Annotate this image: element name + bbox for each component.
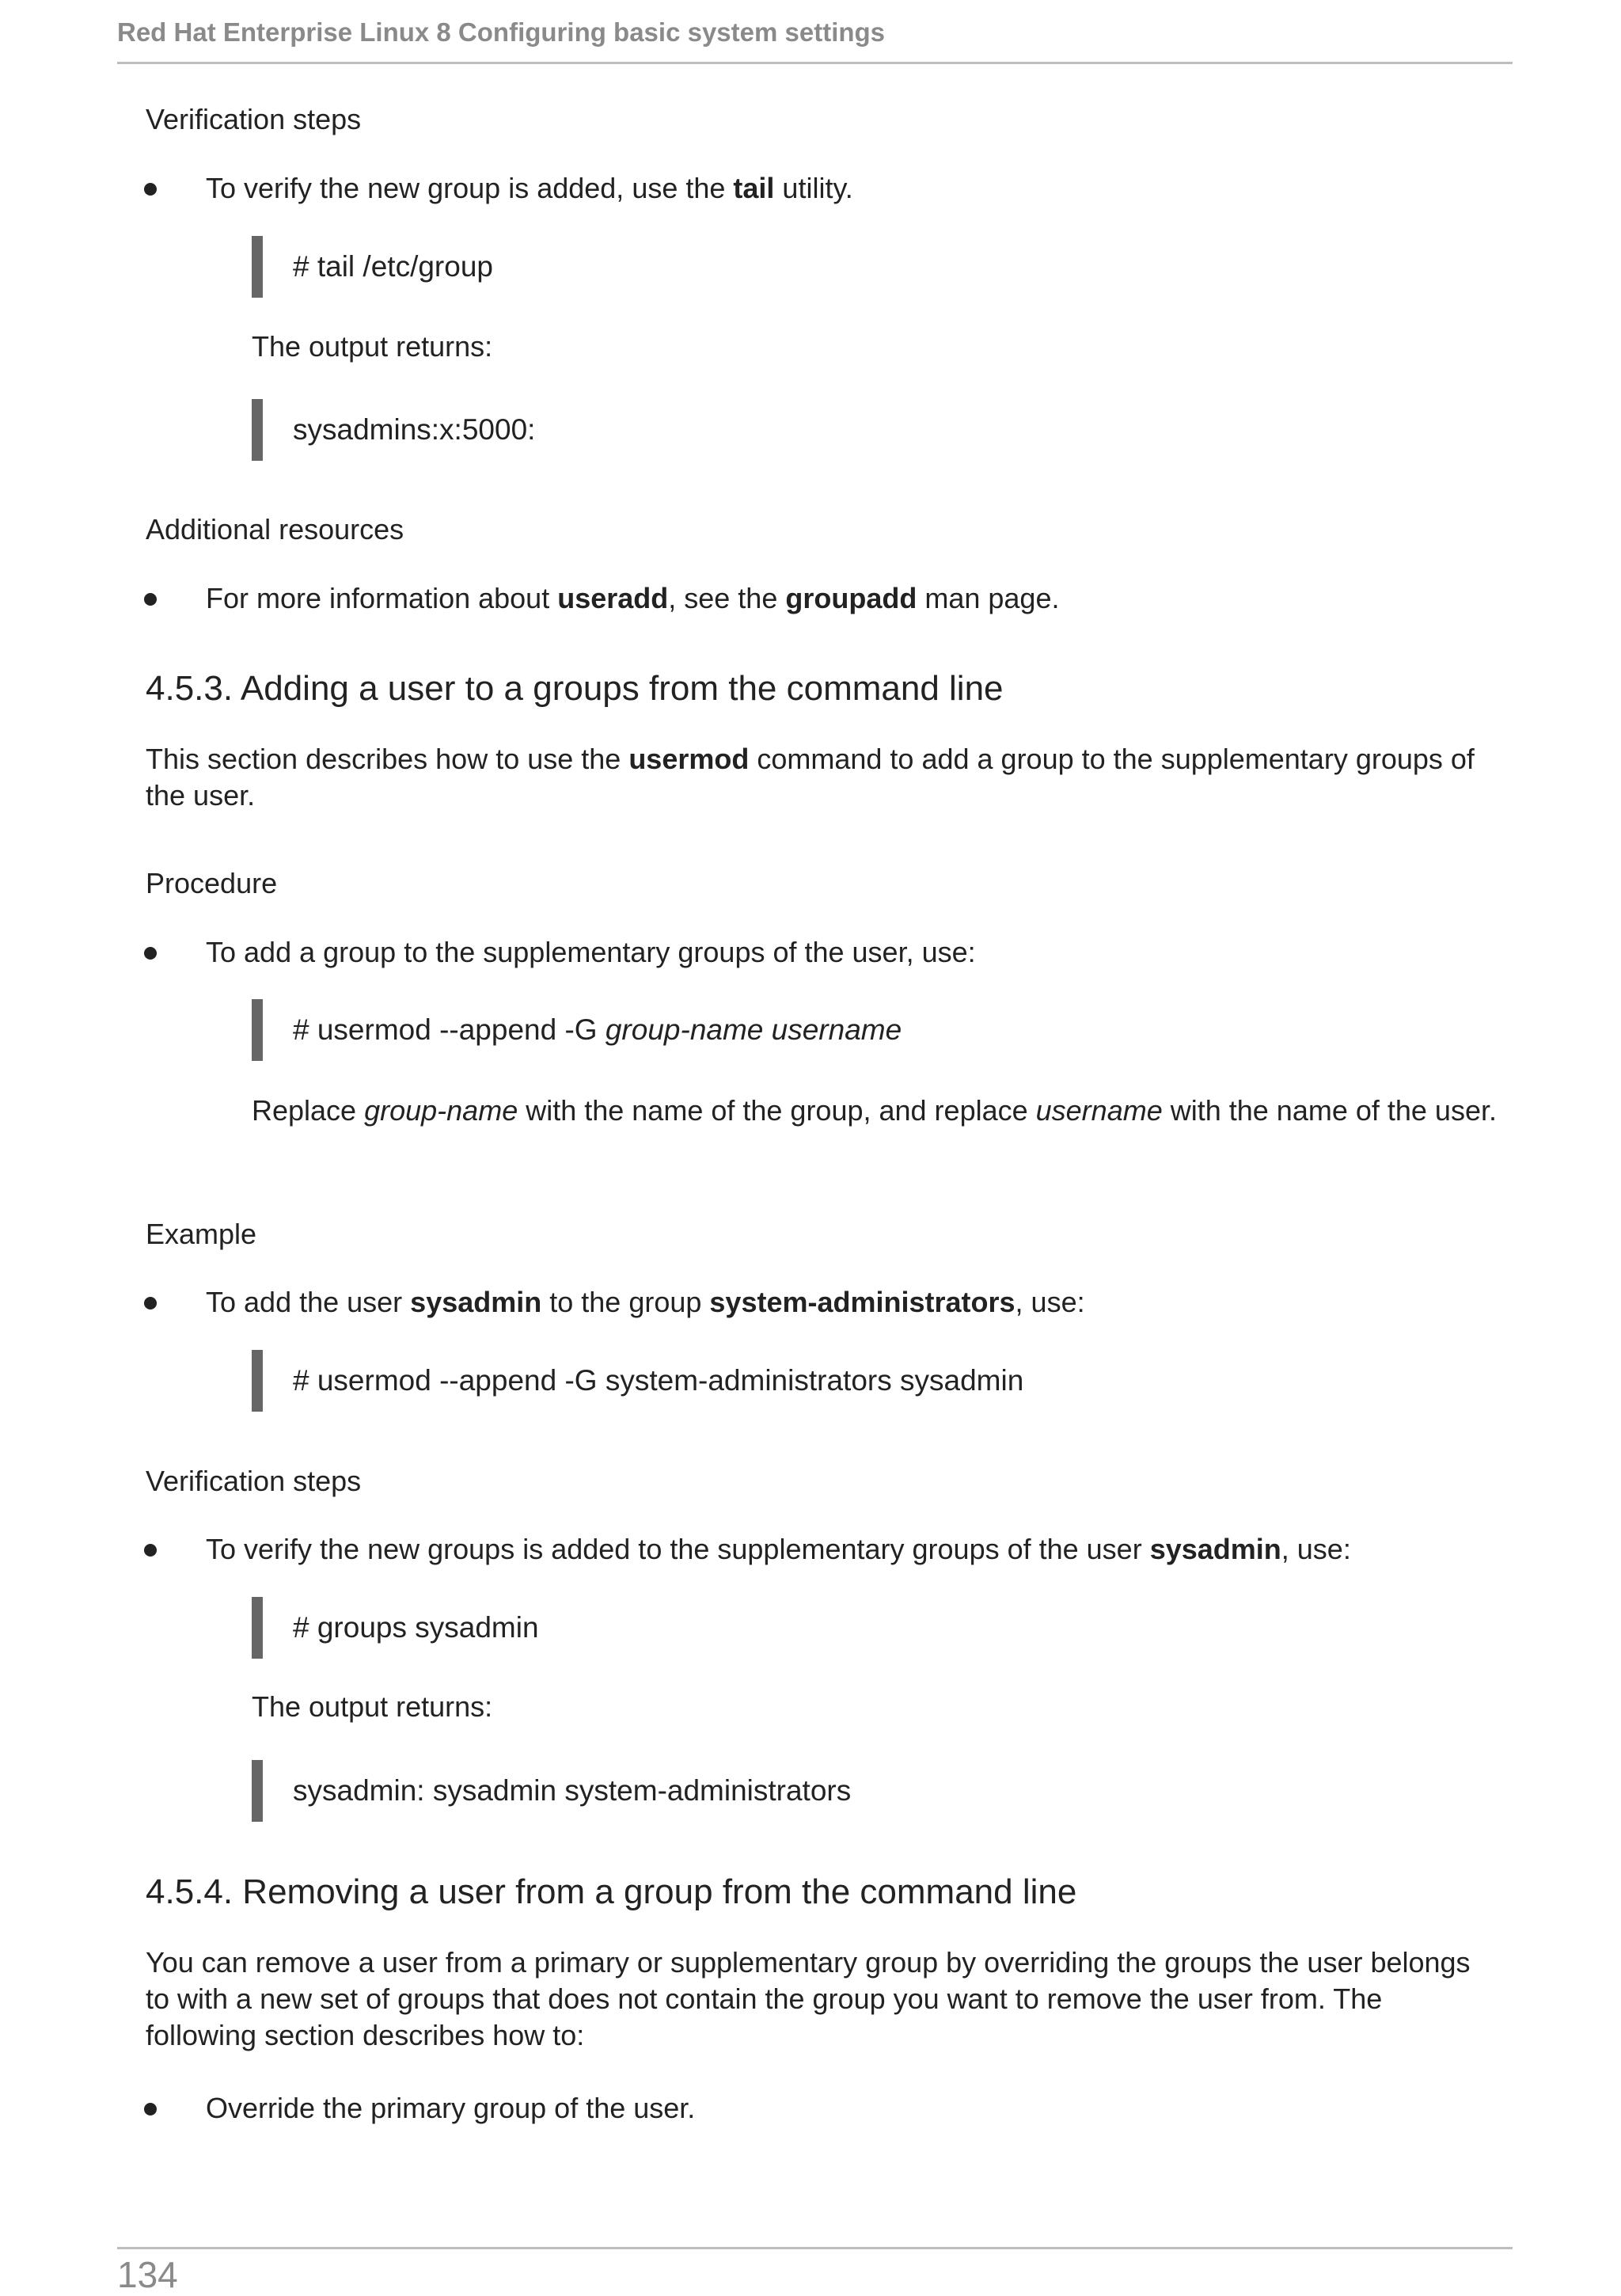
footer-divider <box>117 2247 1513 2249</box>
section-title-4-5-3: 4.5.3. Adding a user to a groups from the command line <box>146 669 1004 708</box>
running-header: Red Hat Enterprise Linux 8 Configuring basic system settings <box>117 17 886 47</box>
code-block-groups: # groups sysadmin <box>252 1597 1439 1659</box>
section-4-5-3-intro: This section describes how to use the usermod command to add a group to the supplementary groups of the user. <box>146 743 1475 812</box>
output-returns-label: The output returns: <box>252 330 493 363</box>
verification-steps-heading: Verification steps <box>146 103 362 135</box>
example-bullet: To add the user sysadmin to the group system-administrators, use: <box>206 1284 1504 1321</box>
additional-resources-bullet: For more information about useradd, see the groupadd man page. <box>206 580 1504 617</box>
code-block-group-output: sysadmins:x:5000: <box>252 399 1439 461</box>
procedure-heading: Procedure <box>146 867 278 899</box>
tail-command-name: tail <box>733 172 775 204</box>
verification-steps-heading-2: Verification steps <box>146 1465 362 1497</box>
verify-tail-bullet: To verify the new group is added, use the tail utility. <box>206 170 1504 207</box>
header-divider <box>117 62 1513 64</box>
output-returns-label-2: The output returns: <box>252 1690 493 1723</box>
code-block-tail: # tail /etc/group <box>252 236 1439 298</box>
additional-resources-heading: Additional resources <box>146 513 404 545</box>
code-block-usermod-generic: # usermod --append -G group-name username <box>252 999 1439 1061</box>
section-title-4-5-4: 4.5.4. Removing a user from a group from the command line <box>146 1872 1077 1911</box>
code-block-usermod-example: # usermod --append -G system-administrators sysadmin <box>252 1350 1439 1412</box>
example-heading: Example <box>146 1218 257 1250</box>
verify-groups-bullet: To verify the new groups is added to the supplementary groups of the user sysadmin, use: <box>206 1531 1504 1568</box>
page-number: 134 <box>117 2254 178 2295</box>
code-block-groups-output: sysadmin: sysadmin system-administrators <box>252 1760 1439 1822</box>
replace-instructions: Replace group-name with the name of the group, and replace username with the name of the user. <box>252 1094 1497 1127</box>
section-4-5-4-intro: You can remove a user from a primary or supplementary group by overriding the groups the user belongs to with a new set of groups that does not contain the group you want to remove the user from. The following section describes how to: <box>146 1946 1471 2051</box>
override-primary-group-bullet: Override the primary group of the user. <box>206 2090 1504 2127</box>
procedure-bullet: To add a group to the supplementary groups of the user, use: <box>206 934 1504 971</box>
